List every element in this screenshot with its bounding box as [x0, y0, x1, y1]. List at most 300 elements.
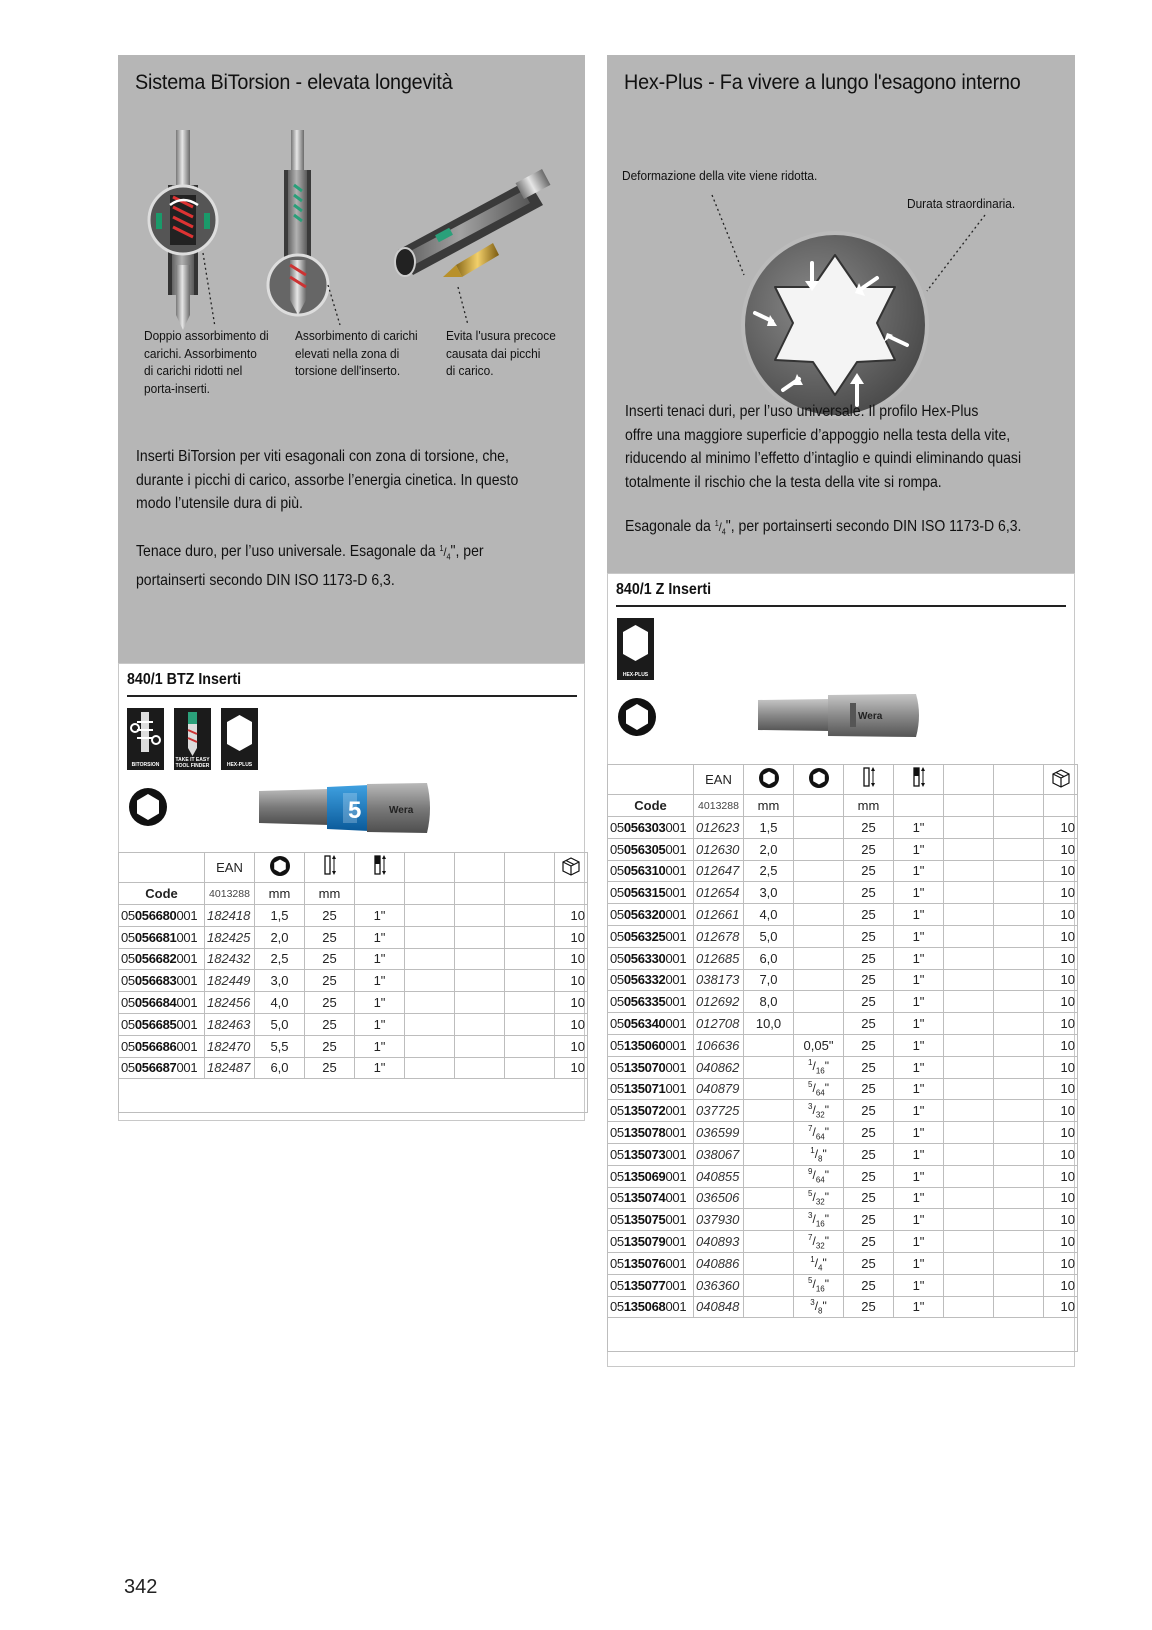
hex-size-inch: $^7/_{32}$" — [794, 1231, 844, 1253]
table-row — [608, 947, 1078, 969]
table-cell — [455, 926, 505, 948]
table-cell — [944, 1078, 994, 1100]
bit-length: 25 — [844, 1078, 894, 1100]
hex-size-inch: $^3/_{16}$" — [794, 1209, 844, 1231]
hex-size-mm: 2,5 — [744, 860, 794, 882]
drive-size: 1" — [355, 926, 405, 948]
tool-finder-badge-icon — [174, 708, 211, 758]
table-cell — [455, 905, 505, 927]
product-code: 05135076001 — [608, 1252, 694, 1274]
z-bit-image — [758, 691, 923, 741]
ean-header: EAN — [694, 765, 744, 795]
table-cell — [455, 948, 505, 970]
hexplus-badge-label: HEX-PLUS — [622, 672, 649, 678]
hex-size-mm: 2,0 — [744, 838, 794, 860]
table-cell — [944, 838, 994, 860]
drive-size: 1" — [894, 1209, 944, 1231]
pack-quantity: 10 — [1044, 860, 1078, 882]
hex-drive-header — [894, 765, 944, 795]
table-row — [608, 1165, 1078, 1187]
hex-size-mm: 1,5 — [744, 817, 794, 839]
pack-quantity: 10 — [555, 1013, 588, 1035]
pack-quantity: 10 — [1044, 1013, 1078, 1035]
z-product-card — [607, 573, 1075, 1367]
bit-length: 25 — [844, 1056, 894, 1078]
product-code: 05056315001 — [608, 882, 694, 904]
hexplus-spec: Esagonale da $^1/_4$", per portainserti secondo DIN ISO 1173-D 6,3. — [625, 518, 1022, 537]
table-cell — [944, 817, 994, 839]
hex-size-inch — [794, 947, 844, 969]
pack-quantity: 10 — [1044, 1252, 1078, 1274]
ean-prefix: 4013288 — [694, 795, 744, 817]
bit-length: 25 — [844, 860, 894, 882]
ean-code: 182449 — [205, 970, 255, 992]
table-cell — [944, 1165, 994, 1187]
ean-code: 012661 — [694, 904, 744, 926]
unit-mm: mm — [744, 795, 794, 817]
table-cell — [944, 1100, 994, 1122]
bit-length: 25 — [844, 1165, 894, 1187]
bit-length: 25 — [844, 947, 894, 969]
table-row — [608, 882, 1078, 904]
drive-size: 1" — [894, 1034, 944, 1056]
table-cell — [944, 904, 994, 926]
table-cell — [994, 860, 1044, 882]
bit-length: 25 — [844, 1231, 894, 1253]
pack-quantity: 10 — [1044, 1165, 1078, 1187]
table-cell — [994, 1013, 1044, 1035]
table-cell — [405, 1013, 455, 1035]
btz-table-body — [119, 853, 588, 1113]
bit-length: 25 — [844, 1013, 894, 1035]
btz-product-table — [118, 852, 588, 1113]
hex-size-mm — [744, 1296, 794, 1318]
table-row — [608, 1013, 1078, 1035]
table-row — [119, 970, 588, 992]
bitorsion-panel — [118, 55, 585, 663]
hex-size: 5,5 — [255, 1035, 305, 1057]
product-code: 05056340001 — [608, 1013, 694, 1035]
table-row — [608, 860, 1078, 882]
ean-code: 012692 — [694, 991, 744, 1013]
drive-size: 1" — [894, 817, 944, 839]
ean-code: 036506 — [694, 1187, 744, 1209]
bit-length: 25 — [305, 926, 355, 948]
table-cell — [994, 817, 1044, 839]
table-cell — [505, 926, 555, 948]
hex-size: 2,0 — [255, 926, 305, 948]
btz-card-title: 840/1 BTZ Inserti — [127, 671, 242, 688]
product-code: 05135070001 — [608, 1056, 694, 1078]
hex-size: 4,0 — [255, 992, 305, 1014]
table-cell — [994, 1100, 1044, 1122]
pack-quantity: 10 — [555, 1035, 588, 1057]
table-footer-cell — [119, 1079, 588, 1113]
table-row — [608, 1078, 1078, 1100]
pack-quantity: 10 — [555, 948, 588, 970]
table-cell — [944, 1013, 994, 1035]
bit-length: 25 — [305, 970, 355, 992]
hex-size-inch: $^5/_{64}$" — [794, 1078, 844, 1100]
z-table-body — [608, 765, 1078, 1352]
pack-quantity: 10 — [1044, 969, 1078, 991]
hex-size-mm: 3,0 — [744, 882, 794, 904]
length-header — [844, 765, 894, 795]
drive-size: 1" — [894, 1231, 944, 1253]
hex-size-mm: 4,0 — [744, 904, 794, 926]
hex-size-mm — [744, 1143, 794, 1165]
hex-size-mm: 6,0 — [744, 947, 794, 969]
hex-size-mm — [744, 1274, 794, 1296]
callout-deformation: Deformazione della vite viene ridotta. — [622, 168, 818, 183]
table-row — [608, 817, 1078, 839]
table-cell — [505, 948, 555, 970]
hex-size-mm — [744, 1165, 794, 1187]
table-row — [119, 905, 588, 927]
drive-size: 1" — [894, 925, 944, 947]
table-footer-cell — [608, 1318, 1078, 1352]
code-header: Code — [119, 883, 205, 905]
table-cell — [405, 970, 455, 992]
drive-size: 1" — [894, 1078, 944, 1100]
ean-code: 012654 — [694, 882, 744, 904]
ean-code: 040862 — [694, 1056, 744, 1078]
drive-size: 1" — [355, 905, 405, 927]
bitorsion-description: Inserti BiTorsion per viti esagonali con zona di torsione, che, durante i picchi di carico, assorbe l’energia cinetica. In questo modo l’utensile dura di più. — [136, 448, 519, 512]
table-cell — [505, 992, 555, 1014]
table-row — [608, 1143, 1078, 1165]
table-row — [608, 1231, 1078, 1253]
hexplus-panel — [607, 55, 1075, 573]
table-cell — [455, 1035, 505, 1057]
drive-size: 1" — [894, 1252, 944, 1274]
brand-logo: Wera — [389, 805, 414, 816]
table-row — [608, 904, 1078, 926]
hex-socket-size-icon — [269, 855, 291, 877]
table-cell — [944, 882, 994, 904]
pack-quantity: 10 — [1044, 1296, 1078, 1318]
product-code: 05056310001 — [608, 860, 694, 882]
table-cell — [994, 1078, 1044, 1100]
brand-logo: Wera — [858, 711, 883, 722]
bitorsion-badge-icon — [127, 708, 164, 758]
table-cell — [944, 1143, 994, 1165]
bit-length: 25 — [844, 1143, 894, 1165]
hex-socket-size-icon — [758, 767, 780, 789]
table-subheader-row — [119, 883, 588, 905]
bit-length: 25 — [844, 1100, 894, 1122]
bit-length: 25 — [844, 1296, 894, 1318]
drive-size: 1" — [894, 1122, 944, 1144]
drive-size: 1" — [894, 1274, 944, 1296]
hex-socket-icon — [127, 786, 169, 828]
table-cell — [405, 992, 455, 1014]
callout-double-absorption: Doppio assorbimento di carichi. Assorbimento di carichi ridotti nel porta-inserti. — [144, 328, 269, 396]
product-code: 05056680001 — [119, 905, 205, 927]
hex-size-inch: $^1/_8$" — [794, 1143, 844, 1165]
table-cell — [994, 1252, 1044, 1274]
table-cell — [455, 992, 505, 1014]
table-header-row — [119, 853, 588, 883]
bit-length: 25 — [305, 1057, 355, 1079]
table-row — [608, 838, 1078, 860]
product-code: 05056332001 — [608, 969, 694, 991]
hex-size-inch: $^3/_8$" — [794, 1296, 844, 1318]
hex-size-inch: $^1/_{16}$" — [794, 1056, 844, 1078]
hex-size-inch — [794, 860, 844, 882]
pack-quantity: 10 — [1044, 1034, 1078, 1056]
hexagon-icon — [221, 708, 258, 758]
title-rule — [127, 695, 577, 697]
callout-durability: Durata straordinaria. — [907, 196, 1016, 211]
table-cell — [994, 1231, 1044, 1253]
unit-mm: mm — [305, 883, 355, 905]
hex-size-inch: $^9/_{64}$" — [794, 1165, 844, 1187]
product-code: 05135075001 — [608, 1209, 694, 1231]
hex-size-inch: $^3/_{32}$" — [794, 1100, 844, 1122]
hex-size: 2,5 — [255, 948, 305, 970]
bit-length: 25 — [305, 948, 355, 970]
product-code: 05056683001 — [119, 970, 205, 992]
hex-drive-header — [355, 853, 405, 883]
hex-size-inch: $^7/_{64}$" — [794, 1122, 844, 1144]
ean-header: EAN — [205, 853, 255, 883]
bit-length: 25 — [844, 1034, 894, 1056]
table-cell — [994, 1296, 1044, 1318]
bitorsion-badge — [127, 708, 164, 770]
hexplus-panel-title: Hex-Plus - Fa vivere a lungo l'esagono interno — [624, 70, 1021, 94]
product-code: 05056685001 — [119, 1013, 205, 1035]
product-code: 05056681001 — [119, 926, 205, 948]
hexplus-badge-label: HEX-PLUS — [226, 762, 253, 768]
product-code: 05135060001 — [608, 1034, 694, 1056]
product-code: 05135071001 — [608, 1078, 694, 1100]
table-row — [119, 1013, 588, 1035]
bit-torsion-image — [268, 130, 328, 315]
hex-size-mm — [744, 1078, 794, 1100]
bit-length: 25 — [844, 969, 894, 991]
ean-code: 182418 — [205, 905, 255, 927]
ean-code: 012630 — [694, 838, 744, 860]
bit-length: 25 — [844, 904, 894, 926]
table-row — [608, 925, 1078, 947]
table-cell — [405, 1035, 455, 1057]
product-code: 05135068001 — [608, 1296, 694, 1318]
bit-length: 25 — [844, 817, 894, 839]
hex-size-mm — [744, 1231, 794, 1253]
ean-code: 040855 — [694, 1165, 744, 1187]
table-cell — [994, 1122, 1044, 1144]
table-row — [119, 926, 588, 948]
bit-length: 25 — [844, 1274, 894, 1296]
drive-size: 1" — [355, 970, 405, 992]
bit-length: 25 — [844, 838, 894, 860]
bitholder-cutaway-image — [395, 169, 550, 277]
pack-quantity: 10 — [1044, 991, 1078, 1013]
pack-quantity: 10 — [1044, 838, 1078, 860]
hex-size-mm — [744, 1100, 794, 1122]
hex-size: 5,0 — [255, 1013, 305, 1035]
hexplus-badge — [221, 708, 258, 770]
table-cell — [455, 970, 505, 992]
pack-qty-header — [1044, 765, 1078, 795]
hex-drive-length-icon — [372, 854, 388, 878]
hex-size-inch — [794, 904, 844, 926]
hexagon-icon — [617, 618, 654, 668]
pack-quantity: 10 — [1044, 1187, 1078, 1209]
unit-mm: mm — [255, 883, 305, 905]
table-cell — [455, 1013, 505, 1035]
hex-size-mm: 7,0 — [744, 969, 794, 991]
drive-size: 1" — [894, 1165, 944, 1187]
ean-code: 040886 — [694, 1252, 744, 1274]
hex-size-inch-header — [794, 765, 844, 795]
hex-size-mm — [744, 1056, 794, 1078]
hex-socket-icon — [616, 696, 658, 738]
ean-code: 182456 — [205, 992, 255, 1014]
hex-size-inch: 0,05" — [794, 1034, 844, 1056]
ean-code: 037725 — [694, 1100, 744, 1122]
pack-quantity: 10 — [1044, 1209, 1078, 1231]
ean-prefix: 4013288 — [205, 883, 255, 905]
pack-quantity: 10 — [1044, 1143, 1078, 1165]
ean-code: 038173 — [694, 969, 744, 991]
ean-code: 012685 — [694, 947, 744, 969]
table-row — [119, 992, 588, 1014]
bit-length-icon — [861, 766, 877, 790]
table-row — [608, 991, 1078, 1013]
pack-quantity: 10 — [1044, 1122, 1078, 1144]
product-code: 05056325001 — [608, 925, 694, 947]
pack-quantity: 10 — [555, 992, 588, 1014]
ean-code: 182487 — [205, 1057, 255, 1079]
callout-torsion-zone: Assorbimento di carichi elevati nella zona di torsione dell'inserto. — [295, 328, 418, 378]
ean-code: 182470 — [205, 1035, 255, 1057]
table-cell — [944, 991, 994, 1013]
page-number: 342 — [124, 1576, 158, 1598]
table-cell — [944, 1187, 994, 1209]
hex-size-inch: $^1/_4$" — [794, 1252, 844, 1274]
hex-size-mm — [744, 1034, 794, 1056]
table-cell — [944, 1056, 994, 1078]
drive-size: 1" — [894, 1013, 944, 1035]
z-card-title: 840/1 Z Inserti — [616, 581, 712, 598]
ean-code: 106636 — [694, 1034, 744, 1056]
table-row — [608, 1056, 1078, 1078]
drive-size: 1" — [894, 1056, 944, 1078]
product-code: 05056305001 — [608, 838, 694, 860]
drive-size: 1" — [894, 1143, 944, 1165]
product-code: 05056320001 — [608, 904, 694, 926]
table-cell — [994, 838, 1044, 860]
ean-code: 040879 — [694, 1078, 744, 1100]
drive-size: 1" — [355, 1013, 405, 1035]
tool-finder-badge-label: TAKE IT EASY TOOL FINDER — [175, 757, 210, 769]
table-row — [608, 1209, 1078, 1231]
ean-code: 036599 — [694, 1122, 744, 1144]
table-row — [608, 1100, 1078, 1122]
table-cell — [944, 925, 994, 947]
bit-length: 25 — [844, 882, 894, 904]
hex-size-inch — [794, 969, 844, 991]
pack-quantity: 10 — [1044, 882, 1078, 904]
hex-size: 6,0 — [255, 1057, 305, 1079]
ean-code: 040893 — [694, 1231, 744, 1253]
hex-size: 3,0 — [255, 970, 305, 992]
drive-size: 1" — [894, 1100, 944, 1122]
title-rule — [616, 605, 1066, 607]
table-cell — [405, 1057, 455, 1079]
pack-quantity: 10 — [555, 905, 588, 927]
table-row — [608, 1122, 1078, 1144]
table-cell — [455, 1057, 505, 1079]
pack-quantity: 10 — [1044, 925, 1078, 947]
table-row — [608, 1034, 1078, 1056]
table-cell — [994, 947, 1044, 969]
ean-code: 012708 — [694, 1013, 744, 1035]
table-cell — [994, 991, 1044, 1013]
hex-size-inch: $^5/_{32}$" — [794, 1187, 844, 1209]
hexplus-description: Inserti tenaci duri, per l’uso universale. Il profilo Hex-Plus offre una maggiore superficie d’appoggio nella testa della vite, riducendo al minimo l’effetto d’intaglio e quindi eliminando quasi totalmente il rischio che la testa della vite si rompa. — [625, 403, 1022, 491]
unit-mm: mm — [844, 795, 894, 817]
drive-size: 1" — [894, 860, 944, 882]
hex-size-mm — [744, 1209, 794, 1231]
length-header — [305, 853, 355, 883]
table-cell — [505, 970, 555, 992]
hex-size-inch — [794, 838, 844, 860]
product-code: 05056687001 — [119, 1057, 205, 1079]
ean-code: 182432 — [205, 948, 255, 970]
table-row — [608, 1274, 1078, 1296]
table-cell — [994, 969, 1044, 991]
bit-length: 25 — [844, 1122, 894, 1144]
table-row — [608, 1296, 1078, 1318]
bit-length: 25 — [844, 925, 894, 947]
drive-size: 1" — [355, 1035, 405, 1057]
hex-size: 1,5 — [255, 905, 305, 927]
product-code: 05135072001 — [608, 1100, 694, 1122]
hex-size-mm: 8,0 — [744, 991, 794, 1013]
table-cell — [944, 860, 994, 882]
table-cell — [994, 1165, 1044, 1187]
ean-code: 182463 — [205, 1013, 255, 1035]
package-icon — [560, 855, 582, 877]
hex-size-header — [744, 765, 794, 795]
hex-socket-inch-icon — [808, 767, 830, 789]
table-cell — [505, 1035, 555, 1057]
hex-size-inch — [794, 817, 844, 839]
hex-size-inch — [794, 991, 844, 1013]
bit-length: 25 — [305, 1035, 355, 1057]
ean-code: 040848 — [694, 1296, 744, 1318]
bitorsion-panel-title: Sistema BiTorsion - elevata longevità — [135, 70, 453, 94]
table-cell — [994, 904, 1044, 926]
table-cell — [405, 905, 455, 927]
product-code: 05135069001 — [608, 1165, 694, 1187]
table-empty-row — [608, 1318, 1078, 1352]
table-cell — [944, 1296, 994, 1318]
table-cell — [994, 1209, 1044, 1231]
drive-size: 1" — [894, 838, 944, 860]
table-row — [119, 1035, 588, 1057]
table-cell — [944, 969, 994, 991]
pack-quantity: 10 — [555, 926, 588, 948]
ean-code: 038067 — [694, 1143, 744, 1165]
table-cell — [505, 905, 555, 927]
btz-bit-image — [259, 781, 434, 836]
table-cell — [505, 1013, 555, 1035]
product-code: 05135079001 — [608, 1231, 694, 1253]
